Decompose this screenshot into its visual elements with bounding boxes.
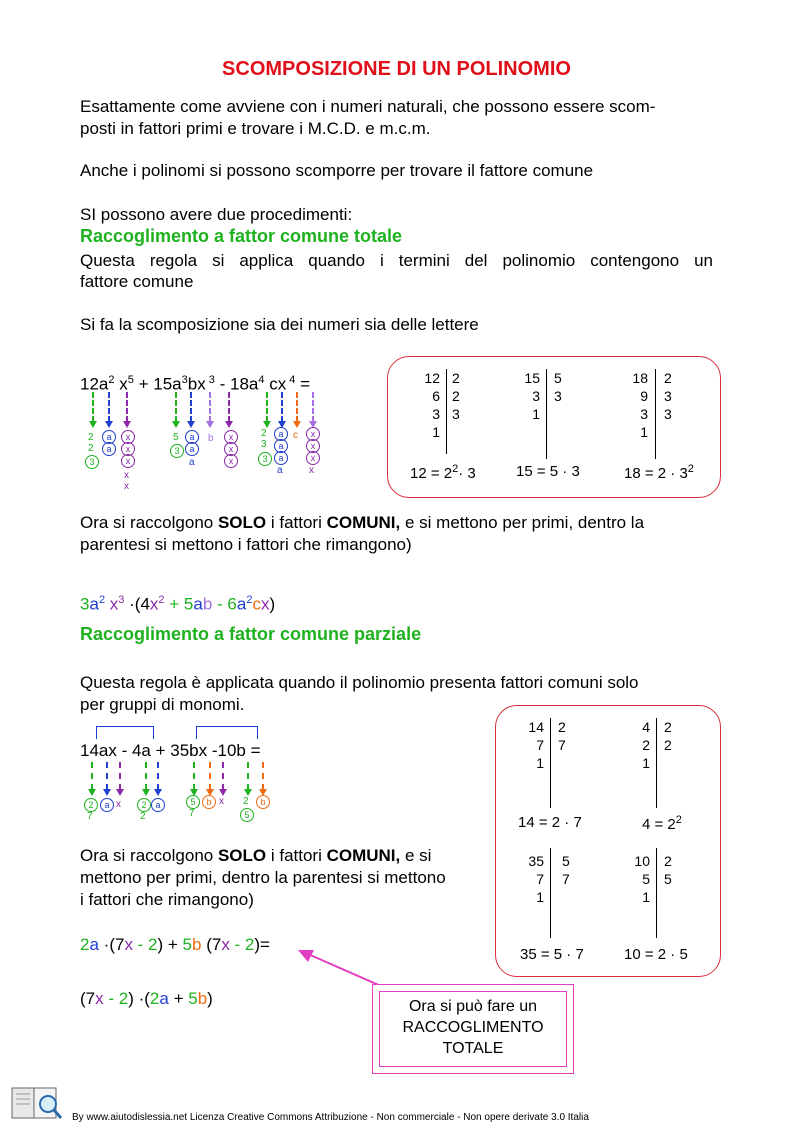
intro-line-2: posti in fattori primi e trovare i M.C.D. e m.c.m. [80,119,431,138]
section2-desc-1: Questa regola è applicata quando il polinomio presenta fattori comuni solo [80,673,639,692]
polynomial-expression-2: 14ax - 4a + 35bx -10b = [80,741,261,760]
group-bracket-2 [196,726,258,739]
intro-line-4: SI possono avere due procedimenti: [80,205,353,224]
book-magnifier-logo [8,1082,64,1124]
section1-heading: Raccoglimento a fattor comune totale [80,226,403,246]
intro-line-3: Anche i polinomi si possono scomporre per trovare il fattore comune [80,161,594,180]
factor-table-box-2: 14 7 1 2 7 14 = 2 · 7 4 2 1 2 2 $4 = 2^2$ 35 7 1 5 7 35 = 5 · 7 10 5 1 2 5 10 = 2 · 5 [495,705,721,977]
section2-heading: Raccoglimento a fattor comune parziale [80,624,422,644]
section1-desc-1: Questa regola si applica quando i termini del polinomio contengono un [80,251,713,270]
section1-desc-3: Si fa la scomposizione sia dei numeri sia delle lettere [80,315,479,334]
page-title: SCOMPOSIZIONE DI UN POLINOMIO [222,58,571,80]
section2-explain-2: mettono per primi, dentro la parentesi si mettono [80,868,446,887]
intro-line-1: Esattamente come avviene con i numeri naturali, che possono essere scom- [80,97,656,116]
section1-explain-2: parentesi si mettono i fattori che rimangono) [80,535,412,554]
factor-table-box-1: 12 6 3 1 2 2 3 $12 = 2^2\cdot 3$ 15 3 1 5 3 15 = 5 · 3 18 9 3 1 2 3 3 $18 = 2 \cdot 3^2$ [387,356,721,498]
section2-desc-2: per gruppi di monomi. [80,695,245,714]
callout-box [372,984,574,1074]
callout-line-3: TOTALE [442,1040,504,1057]
section1-result: $3a^2$ $x^3 \cdot(4x^2 + 5ab - 6a^2cx)$ [80,594,276,614]
section1-explain-1: Ora si raccolgono SOLO i fattori COMUNI, e si mettono per primi, dentro la [80,513,645,532]
callout-line-1: Ora si può fare un [408,998,538,1015]
callout-line-2: RACCOGLIMENTO [402,1019,544,1036]
footer-license: By www.aiutodislessia.net Licenza Creative Commons Attribuzione - Non commerciale - Non opere derivate 3.0 Italia [72,1112,589,1123]
section2-step-1: 2a ·(7x - 2) + 5b (7x - 2)= [80,935,270,954]
section2-step-2: (7x - 2) ·(2a + 5b) [80,989,213,1008]
section2-explain-1: Ora si raccolgono SOLO i fattori COMUNI, e si [80,846,432,865]
section1-desc-2: fattore comune [80,272,194,291]
polynomial-expression-1: $12a^2$ $x^5 + 15a^3bx$ $^3 - 18a^4$ cx $^4$ = [80,374,311,394]
section2-explain-3: i fattori che rimangono) [80,890,254,909]
group-bracket-1 [96,726,154,739]
